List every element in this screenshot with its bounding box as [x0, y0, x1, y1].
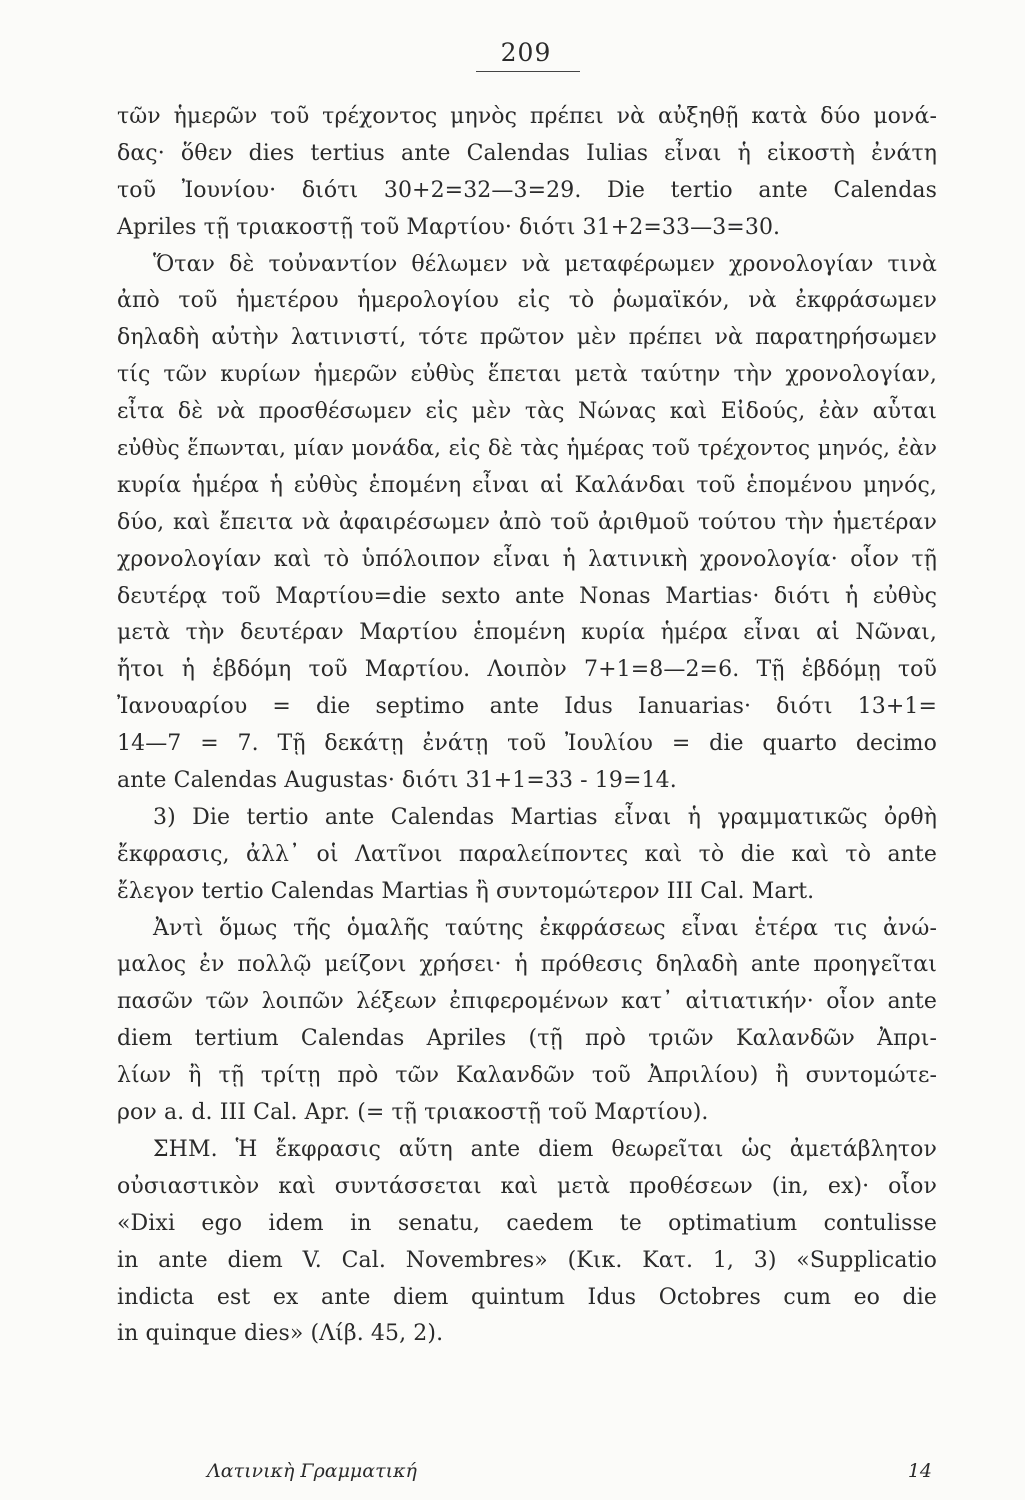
text-line: ἤτοι ἡ ἑβδόμη τοῦ Μαρτίου. Λοιπὸν 7+1=8—2=6. Τῇ ἑβδόμῃ τοῦ — [117, 657, 937, 683]
header-rule — [476, 71, 580, 72]
text-line: λίων ἢ τῇ τρίτῃ πρὸ τῶν Καλανδῶν τοῦ Ἀπριλίου) ἢ συντομώτε- — [117, 1063, 937, 1089]
text-line: εὐθὺς ἕπωνται, μίαν μονάδα, εἰς δὲ τὰς ἡμέρας τοῦ τρέχοντος μηνός, ἐὰν — [117, 436, 937, 462]
text-line: Ὅταν δὲ τοὐναντίον θέλωμεν νὰ μεταφέρωμεν χρονολογίαν τινὰ — [153, 251, 937, 277]
text-line: χρονολογίαν καὶ τὸ ὑπόλοιπον εἶναι ἡ λατινικὴ χρονολογία· οἷον τῇ — [117, 546, 937, 572]
text-line: τοῦ Ἰουνίου· διότι 30+2=32—3=29. Die tertio ante Calendas — [117, 177, 937, 203]
text-line: 3) Die tertio ante Calendas Martias εἶναι ἡ γραμματικῶς ὀρθὴ — [153, 804, 937, 830]
text-line: indicta est ex ante diem quintum Idus Octobres cum eo die — [117, 1284, 937, 1310]
text-line: ΣΗΜ. Ἡ ἔκφρασις αὕτη ante diem θεωρεῖται ὡς ἀμετάβλητον — [153, 1136, 937, 1162]
text-line: ἔκφρασις, ἀλλ᾿ οἱ Λατῖνοι παραλείποντες καὶ τὸ die καὶ τὸ ante — [117, 841, 937, 867]
text-line: Ἀντὶ ὅμως τῆς ὁμαλῆς ταύτης ἐκφράσεως εἶναι ἑτέρα τις ἀνώ- — [153, 915, 937, 941]
text-line: δευτέρᾳ τοῦ Μαρτίου=die sexto ante Nonas Martias· διότι ἡ εὐθὺς — [117, 583, 937, 609]
text-line: in ante diem V. Cal. Novembres» (Κικ. Κατ. 1, 3) «Supplicatio — [117, 1247, 937, 1273]
text-line: τίς τῶν κυρίων ἡμερῶν εὐθὺς ἕπεται μετὰ ταύτην τὴν χρονολογίαν, — [117, 362, 937, 388]
page-footer — [207, 1460, 932, 1488]
text-line: οὐσιαστικὸν καὶ συντάσσεται καὶ μετὰ προθέσεων (in, ex)· οἷον — [117, 1173, 937, 1199]
text-line: ante Calendas Augustas· διότι 31+1=33 - 19=14. — [117, 768, 677, 794]
text-line: δηλαδὴ αὐτὴν λατινιστί, τότε πρῶτον μὲν πρέπει νὰ παρατηρήσωμεν — [117, 325, 937, 351]
text-line: μαλος ἐν πολλῷ μείζονι χρήσει· ἡ πρόθεσις δηλαδὴ ante προηγεῖται — [117, 952, 937, 978]
text-line: δύο, καὶ ἔπειτα νὰ ἀφαιρέσωμεν ἀπὸ τοῦ ἀριθμοῦ τούτου τὴν ἡμετέραν — [117, 509, 937, 535]
text-line: μετὰ τὴν δευτέραν Μαρτίου ἑπομένη κυρία ἡμέρα εἶναι αἱ Νῶναι, — [117, 620, 937, 646]
text-line: Apriles τῇ τριακοστῇ τοῦ Μαρτίου· διότι 31+2=33—3=30. — [117, 214, 781, 240]
text-line: ρον a. d. III Cal. Apr. (= τῇ τριακοστῇ τοῦ Μαρτίου). — [117, 1100, 709, 1126]
text-line: εἶτα δὲ νὰ προσθέσωμεν εἰς μὲν τὰς Νώνας καὶ Εἰδούς, ἐὰν αὗται — [117, 399, 937, 425]
text-line: diem tertium Calendas Apriles (τῇ πρὸ τριῶν Καλανδῶν Ἀπρι- — [117, 1026, 937, 1052]
text-line: τῶν ἡμερῶν τοῦ τρέχοντος μηνὸς πρέπει νὰ αὐξηθῇ κατὰ δύο μονά- — [117, 104, 937, 129]
body-text — [117, 99, 937, 1353]
text-line: κυρία ἡμέρα ἡ εὐθὺς ἑπομένη εἶναι αἱ Καλάνδαι τοῦ ἑπομένου μηνός, — [117, 472, 937, 498]
text-line: δας· ὅθεν dies tertius ante Calendas Iulias εἶναι ἡ εἰκοστὴ ἐνάτη — [117, 140, 937, 166]
text-line: πασῶν τῶν λοιπῶν λέξεων ἐπιφερομένων κατ᾿ αἰτιατικήν· οἷον ante — [117, 989, 937, 1015]
text-line: ἔλεγον tertio Calendas Martias ἢ συντομώτερον III Cal. Mart. — [117, 878, 815, 904]
text-line: Ἰανουαρίου = die septimo ante Idus Ianuarias· διότι 13+1= — [117, 694, 937, 720]
text-line: in quinque dies» (Λίβ. 45, 2). — [117, 1321, 444, 1347]
page-number: 209 — [500, 38, 552, 67]
text-line: 14—7 = 7. Τῇ δεκάτῃ ἐνάτῃ τοῦ Ἰουλίου = die quarto decimo — [117, 731, 937, 757]
text-line: ἀπὸ τοῦ ἡμετέρου ἡμερολογίου εἰς τὸ ῥωμαϊκόν, νὰ ἐκφράσωμεν — [117, 288, 937, 314]
footer-signature-mark: 14 — [907, 1460, 932, 1482]
text-line: «Dixi ego idem in senatu, caedem te optimatium contulisse — [117, 1210, 937, 1236]
footer-book-title: Λατινικὴ Γραμματική — [207, 1460, 417, 1482]
